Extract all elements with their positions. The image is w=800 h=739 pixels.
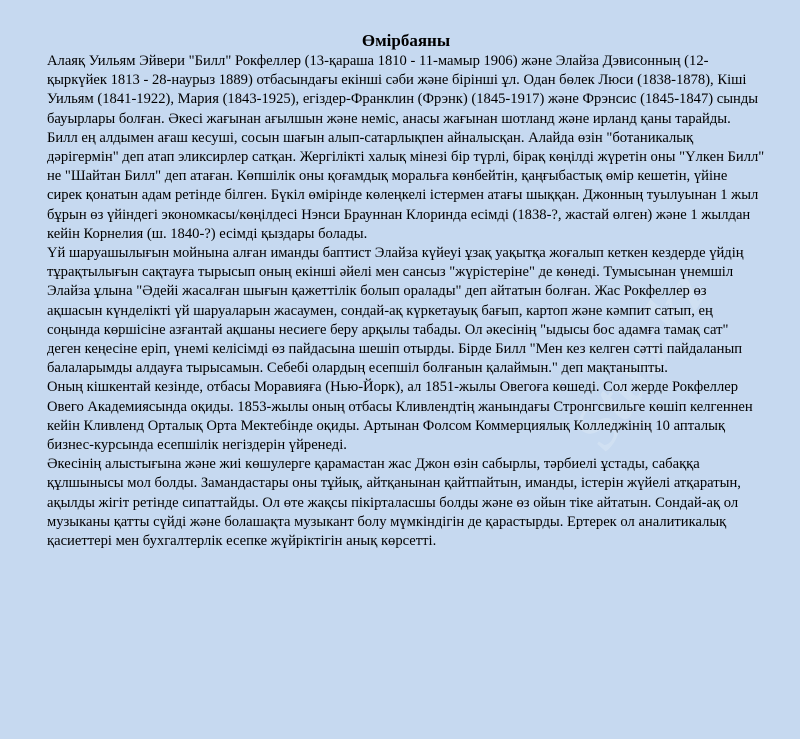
paragraph-2: Үй шаруашылығын мойнына алған иманды баптист Элайза күйеуі ұзақ уақытқа жоғалып кеткен кездерде үйдің тұрақтылығын сақтауға тырысып оның екінші әйелі мен сансыз "жүрістеріне" де көнеді. Тумысынан үнемшіл Элайза ұлына "Әдейі жасалған шығын қажеттілік болып оралады" деп айтатын болған. Жас Рокфеллер өз ақшасын күнделікті үй шаруаларын жасаумен, сондай-ақ күркетауық бағып, картоп және кәмпит сатып, ең соңында көршісіне азғантай ақшаны несиеге беру арқылы табады. Ол әкесінің "ыдысы бос адамға тамақ сат" деген кеңесіне еріп, үнемі келісімді өз пайдасына шешіп отырды. Бірде Билл "Мен кез келген сәтті пайдаланып балаларымды алдауға тырысамын. Себебі олардың есепшіл болғанын қалаймын." деп мақтаныпты. (47, 245, 744, 377)
paragraph-4: Әкесінің алыстығына және жиі көшулерге қарамастан жас Джон өзін сабырлы, тәрбиелі ұстады, сабаққа құлшынысы мол болды. Замандастары оны тұйық, айтқанынан қайтпайтын, иманды, істерін жүйелі атқаратын, ақылды жігіт ретінде сипаттайды. Ол өте жақсы пікірталасшы болды және өз ойын тіке айтатын. Сондай-ақ ол музыканы қатты сүйді және болашақта музыкант болу мүмкіндігін де қарастырды. Ертерек ол аналитикалық қасиеттері мен бухгалтерлік есепке жүйріктігін анық көрсетті. (47, 456, 741, 550)
paragraph-1: Алаяқ Уильям Эйвери "Билл" Рокфеллер (13-қараша 1810 - 11-мамыр 1906) және Элайза Дэвисонның (12-қыркүйек 1813 - 28-наурыз 1889) отбасындағы екінші сәби және бірінші ұл. Одан бөлек Люси (1838-1878), Кіші Уильям (1841-1922), Мария (1843-1925), егіздер-Франклин (Фрэнк) (1845-1917) және Фрэнсис (1845-1847) сынды бауырлары болған. Әкесі жағынан ағылшын және неміс, анасы жағынан шотланд және ирланд қаны тарайды. Билл ең алдымен ағаш кесуші, сосын шағын алып-сатарлықпен айналысқан. Алайда өзін "ботаникалық дәрігермін" деп атап эликсирлер сатқан. Жергілікті халық мінезі бір түрлі, бірақ көңілді жүретін оны "Үлкен Билл" не "Шайтан Билл" деп атаған. Көпшілік оны қоғамдық моральға көнбейтін, қаңғыбастық өмір кешетін, үйіне сирек қонатын адам ретінде білген. Бүкіл өмірінде көлеңкелі істермен атағы шыққан. Джонның туылуынан 1 жыл бұрын өз үйіндегі экономкасы/көңілдесі Нэнси Брауннан Клоринда есімді (1838-?, жастай өлген) және 1 жылдан кейін Корнелия (ш. 1840-?) есімді қыздары болады. (47, 53, 765, 242)
document-body (47, 30, 765, 551)
page-title: Өмірбаяны (361, 31, 451, 50)
watermark: Stud.kz (558, 258, 722, 461)
paragraph-3: Оның кішкентай кезінде, отбасы Моравияға (Нью-Йорк), ал 1851-жылы Овегоға көшеді. Сол жерде Рокфеллер Овего Академиясында оқиды. 1853-жылы оның отбасы Кливлендтің жанындағы Стронгсвильге көшіп келгеннен кейін Кливленд Орталық Орта Мектебінде оқиды. Артынан Фолсом Коммерциялық Колледжінің 10 апталық бизнес-курсында есепшілік негіздерін үйренеді. (47, 379, 753, 454)
